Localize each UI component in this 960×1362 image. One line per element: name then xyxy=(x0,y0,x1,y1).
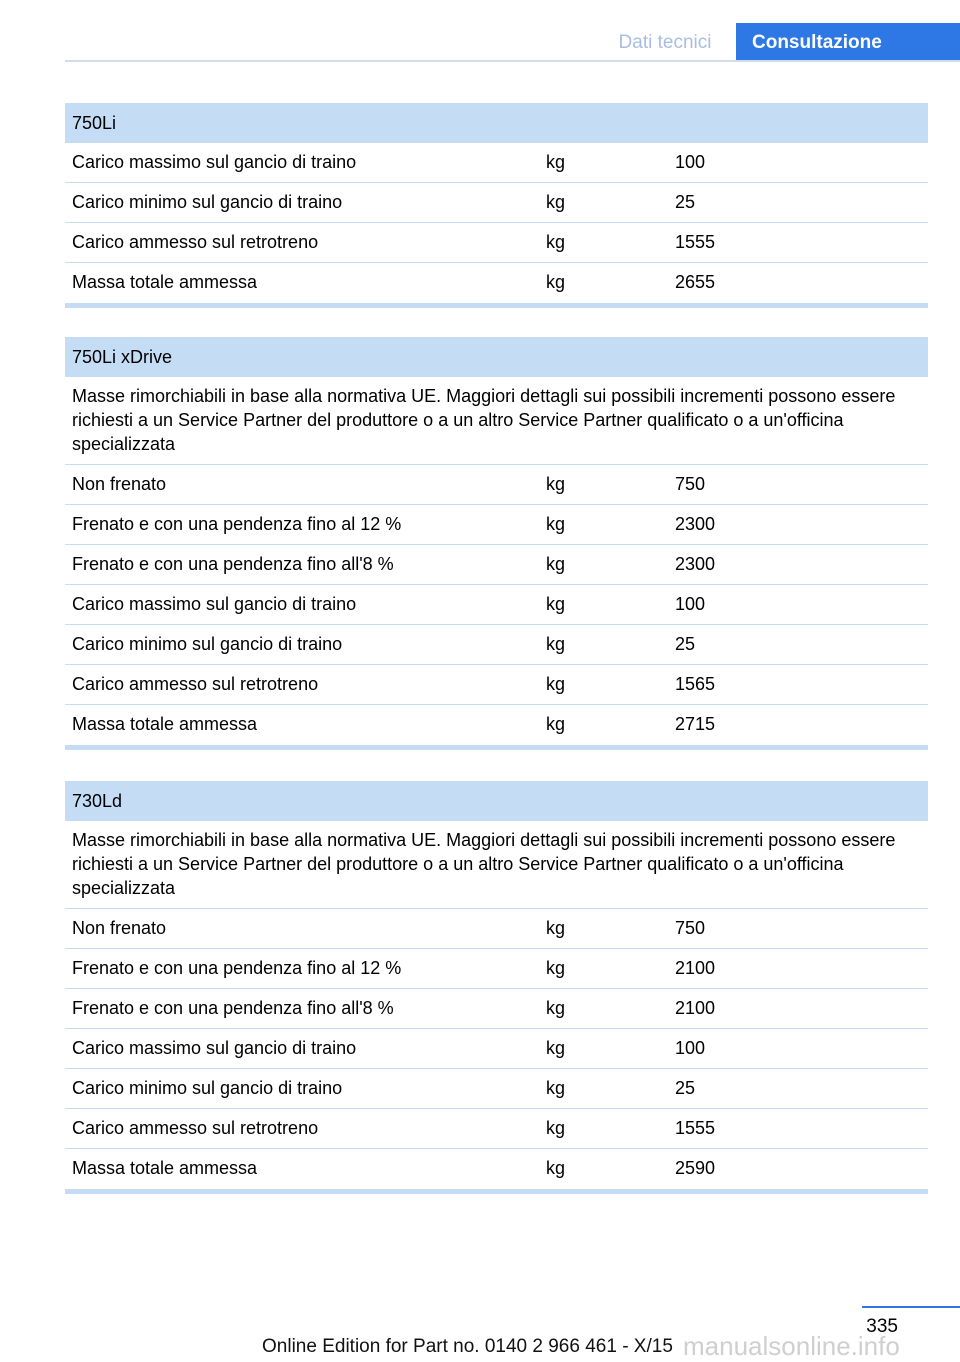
table-end-rule xyxy=(65,745,928,750)
table-row xyxy=(65,909,928,949)
row-value: 1565 xyxy=(675,674,716,694)
table-row xyxy=(65,949,928,989)
row-unit: kg xyxy=(546,1078,566,1098)
row-label: Frenato e con una pendenza fino al 12 % xyxy=(72,514,402,534)
row-label: Carico minimo sul gancio di traino xyxy=(72,1078,343,1098)
row-label: Non frenato xyxy=(72,918,167,938)
row-unit: kg xyxy=(546,1158,566,1178)
page-number: 335 xyxy=(866,1316,898,1337)
row-value: 2590 xyxy=(675,1158,716,1178)
spec-table-750li-xdrive xyxy=(65,337,928,750)
table-row xyxy=(65,545,928,585)
row-unit: kg xyxy=(546,714,566,734)
row-label: Carico minimo sul gancio di traino xyxy=(72,634,343,654)
table-end-rule xyxy=(65,1189,928,1194)
spec-table-750li xyxy=(65,103,928,308)
row-unit: kg xyxy=(546,958,566,978)
row-label: Carico minimo sul gancio di traino xyxy=(72,192,343,212)
row-value: 2300 xyxy=(675,514,716,534)
row-value: 100 xyxy=(675,1038,706,1058)
table-row xyxy=(65,183,928,223)
table-row xyxy=(65,1029,928,1069)
row-label: Non frenato xyxy=(72,474,167,494)
chapter-tab: Consultazione xyxy=(736,23,960,62)
table-row xyxy=(65,223,928,263)
row-label: Carico ammesso sul retrotreno xyxy=(72,1118,319,1138)
row-unit: kg xyxy=(546,474,566,494)
footer-divider xyxy=(862,1306,960,1308)
row-unit: kg xyxy=(546,232,566,252)
row-unit: kg xyxy=(546,1038,566,1058)
spec-table-730ld xyxy=(65,781,928,1194)
row-value: 2300 xyxy=(675,554,716,574)
row-label: Massa totale ammessa xyxy=(72,272,258,292)
row-unit: kg xyxy=(546,674,566,694)
table-description: Masse rimorchiabili in base alla normativa UE. Maggiori dettagli sui possibili incrementi possono essere richiesti a un Service Partner del produttore o a un altro Service Partner qualificato o a un'officina specializzata xyxy=(65,377,928,465)
row-label: Carico ammesso sul retrotreno xyxy=(72,232,319,252)
watermark: manualsonline.info xyxy=(683,1331,900,1361)
table-row xyxy=(65,505,928,545)
section-tab: Dati tecnici xyxy=(618,32,712,53)
table-row xyxy=(65,1149,928,1189)
row-value: 25 xyxy=(675,192,696,212)
row-unit: kg xyxy=(546,272,566,292)
table-end-rule xyxy=(65,303,928,308)
table-row xyxy=(65,989,928,1029)
row-unit: kg xyxy=(546,918,566,938)
table-row xyxy=(65,465,928,505)
row-label: Carico massimo sul gancio di traino xyxy=(72,1038,357,1058)
table-title: 750Li xDrive xyxy=(65,337,928,377)
row-value: 2655 xyxy=(675,272,716,292)
row-unit: kg xyxy=(546,634,566,654)
table-description: Masse rimorchiabili in base alla normativa UE. Maggiori dettagli sui possibili incrementi possono essere richiesti a un Service Partner del produttore o a un altro Service Partner qualificato o a un'officina specializzata xyxy=(65,821,928,909)
row-unit: kg xyxy=(546,594,566,614)
row-unit: kg xyxy=(546,554,566,574)
header-divider xyxy=(65,60,960,62)
row-value: 100 xyxy=(675,594,706,614)
row-value: 1555 xyxy=(675,1118,716,1138)
row-value: 100 xyxy=(675,152,706,172)
row-unit: kg xyxy=(546,514,566,534)
table-row xyxy=(65,1069,928,1109)
page-header xyxy=(0,0,960,62)
table-row xyxy=(65,625,928,665)
row-label: Frenato e con una pendenza fino al 12 % xyxy=(72,958,402,978)
row-value: 25 xyxy=(675,1078,696,1098)
row-label: Frenato e con una pendenza fino all'8 % xyxy=(72,998,394,1018)
row-label: Massa totale ammessa xyxy=(72,1158,258,1178)
row-value: 750 xyxy=(675,474,706,494)
table-title: 750Li xyxy=(65,103,928,143)
row-value: 25 xyxy=(675,634,696,654)
table-row xyxy=(65,585,928,625)
table-title: 730Ld xyxy=(65,781,928,821)
row-unit: kg xyxy=(546,152,566,172)
row-label: Carico ammesso sul retrotreno xyxy=(72,674,319,694)
row-unit: kg xyxy=(546,192,566,212)
table-row xyxy=(65,705,928,745)
row-value: 750 xyxy=(675,918,706,938)
row-label: Carico massimo sul gancio di traino xyxy=(72,594,357,614)
row-label: Frenato e con una pendenza fino all'8 % xyxy=(72,554,394,574)
row-label: Massa totale ammessa xyxy=(72,714,258,734)
edition-note: Online Edition for Part no. 0140 2 966 461 - X/15 xyxy=(262,1336,673,1357)
table-row xyxy=(65,665,928,705)
table-row xyxy=(65,143,928,183)
row-value: 2100 xyxy=(675,998,716,1018)
row-value: 1555 xyxy=(675,232,716,252)
row-unit: kg xyxy=(546,1118,566,1138)
row-unit: kg xyxy=(546,998,566,1018)
table-row xyxy=(65,263,928,303)
row-value: 2715 xyxy=(675,714,716,734)
row-label: Carico massimo sul gancio di traino xyxy=(72,152,357,172)
row-value: 2100 xyxy=(675,958,716,978)
table-row xyxy=(65,1109,928,1149)
